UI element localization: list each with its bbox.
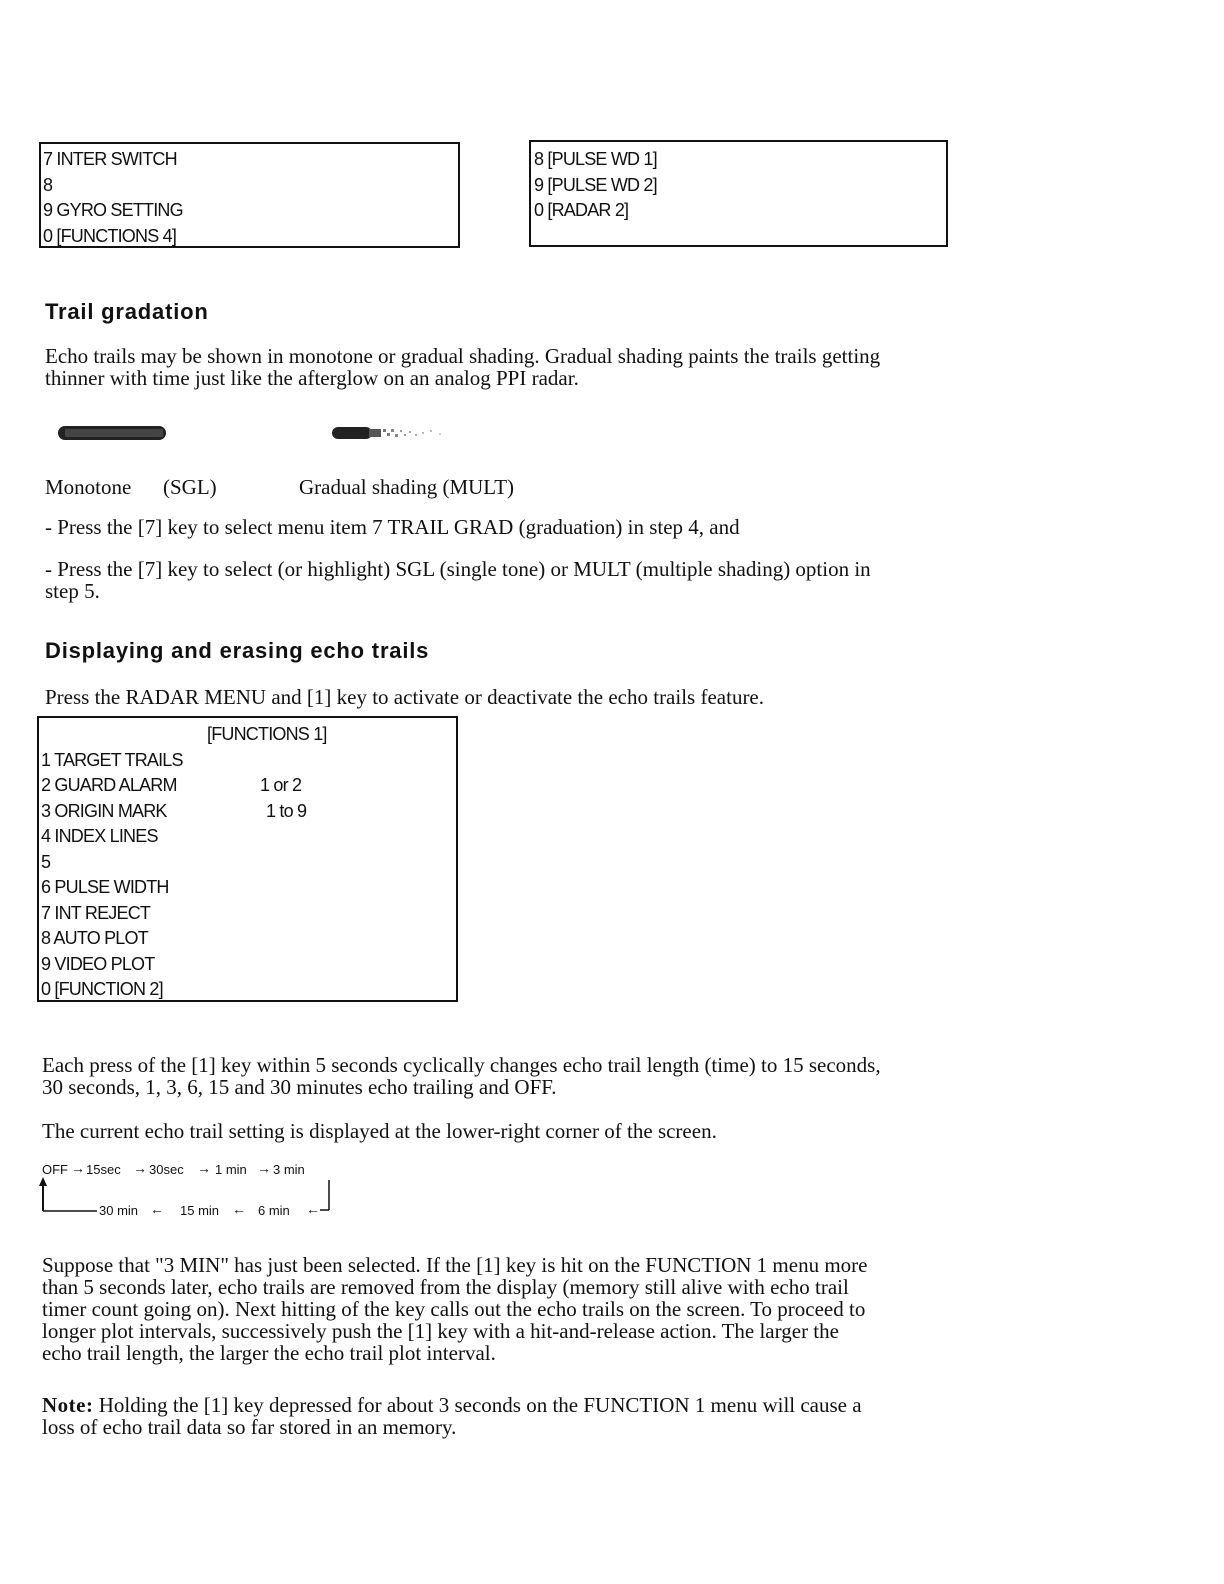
menu-item <box>41 773 456 799</box>
menu-line: 8 <box>43 174 53 195</box>
label-gradual-shading: Gradual shading (MULT) <box>299 475 515 499</box>
step-select-sgl-mult <box>45 558 1165 602</box>
text-line: - Press the [7] key to select (or highlight) SGL (single tone) or MULT (multiple shading) option in <box>45 557 871 581</box>
arrow-left-icon: ← <box>232 1201 246 1217</box>
echo-trails-intro: Press the RADAR MENU and [1] key to activate or deactivate the echo trails feature. <box>45 685 765 709</box>
cycle-connector-lines <box>30 1170 340 1220</box>
menu-item <box>41 850 456 876</box>
menu-item-label: 0 [FUNCTION 2] <box>41 979 163 999</box>
menu-item <box>41 977 456 1003</box>
menu-item <box>41 952 456 978</box>
arrow-right-icon: → <box>257 1160 271 1176</box>
menu-item-label: 8 AUTO PLOT <box>41 928 148 948</box>
menu-line: 7 INTER SWITCH <box>43 149 177 169</box>
text-line: step 5. <box>45 579 100 603</box>
note-text: Holding the [1] key depressed for about 3 seconds on the FUNCTION 1 menu will cause a <box>98 1393 862 1417</box>
menu-item <box>41 799 456 825</box>
menu-item-value: 1 or 2 <box>260 775 302 795</box>
section-heading-trail-gradation: Trail gradation <box>45 299 209 324</box>
text-line <box>42 1394 1182 1416</box>
menu-line: 0 [RADAR 2] <box>534 200 629 220</box>
cycle-step: 6 min <box>258 1203 290 1218</box>
arrow-right-icon: → <box>197 1160 211 1176</box>
text-line: Suppose that "3 MIN" has just been selected. If the [1] key is hit on the FUNCTION 1 menu more <box>42 1253 868 1277</box>
cycle-explanation <box>42 1054 1182 1098</box>
menu-item-label: 2 GUARD ALARM <box>41 775 177 795</box>
text-line: timer count going on). Next hitting of the key calls out the echo trails on the screen. To proceed to <box>42 1297 866 1321</box>
cycle-step: 30 min <box>99 1203 139 1218</box>
arrow-left-icon: ← <box>306 1201 320 1217</box>
text-line: thinner with time just like the afterglow on an analog PPI radar. <box>45 366 579 390</box>
text-line: longer plot intervals, successively push the [1] key with a hit-and-release action. The larger the <box>42 1319 839 1343</box>
menu-item-label: 9 VIDEO PLOT <box>41 953 155 974</box>
menu-item-label: 3 ORIGIN MARK <box>41 800 167 821</box>
text-line: echo trail length, the larger the echo trail plot interval. <box>42 1341 496 1365</box>
menu-title: [FUNCTIONS 1] <box>207 724 327 744</box>
cycle-step: 15 min <box>180 1203 220 1218</box>
menu-item-label: 4 INDEX LINES <box>41 826 158 846</box>
cycle-step: 1 min <box>215 1162 247 1177</box>
cycle-step: 30sec <box>149 1162 184 1177</box>
menu-line: 8 [PULSE WD 1] <box>534 149 657 169</box>
functions-1-menu <box>37 716 458 1002</box>
monotone-trail-sample <box>55 424 175 444</box>
menu-item-label: 5 <box>41 851 51 872</box>
menu-box-functions-3 <box>39 142 460 248</box>
text-line: 30 seconds, 1, 3, 6, 15 and 30 minutes echo trailing and OFF. <box>42 1075 557 1099</box>
label-monotone: Monotone <box>45 475 132 499</box>
menu-line: 0 [FUNCTIONS 4] <box>43 225 177 246</box>
menu-line: 9 [PULSE WD 2] <box>534 174 657 195</box>
text-line: loss of echo trail data so far stored in an memory. <box>42 1415 457 1439</box>
menu-item-value: 1 to 9 <box>266 800 307 821</box>
cycle-step: 3 min <box>273 1162 305 1177</box>
suppose-paragraph <box>42 1254 1182 1364</box>
menu-item <box>41 824 456 850</box>
arrow-right-icon: → <box>133 1160 147 1176</box>
note-paragraph <box>42 1394 1182 1438</box>
cycle-step: 15sec <box>86 1162 121 1177</box>
section-heading-echo-trails: Displaying and erasing echo trails <box>45 638 430 663</box>
text-line: than 5 seconds later, echo trails are removed from the display (memory still alive with echo trail <box>42 1275 849 1299</box>
step-select-trail-grad: - Press the [7] key to select menu item 7 TRAIL GRAD (graduation) in step 4, and <box>45 515 740 539</box>
label-sgl: (SGL) <box>163 475 217 499</box>
menu-item <box>41 748 456 774</box>
menu-item <box>41 875 456 901</box>
menu-item <box>41 926 456 952</box>
note-label: Note: <box>42 1393 94 1417</box>
text-line: Each press of the [1] key within 5 seconds cyclically changes echo trail length (time) to 15 seconds, <box>42 1053 881 1077</box>
current-setting-note: The current echo trail setting is displayed at the lower-right corner of the screen. <box>42 1119 717 1143</box>
cycle-step: OFF <box>42 1162 68 1177</box>
text-line: Echo trails may be shown in monotone or gradual shading. Gradual shading paints the trails getting <box>45 344 881 368</box>
menu-item-label: 1 TARGET TRAILS <box>41 749 183 770</box>
menu-item-label: 7 INT REJECT <box>41 902 151 923</box>
menu-item <box>41 901 456 927</box>
menu-box-radar <box>529 140 948 247</box>
menu-line: 9 GYRO SETTING <box>43 200 183 220</box>
trail-gradation-intro <box>45 345 1165 389</box>
arrow-left-icon: ← <box>150 1201 164 1217</box>
gradual-shading-trail-sample <box>329 424 459 444</box>
arrow-right-icon: → <box>71 1160 85 1176</box>
menu-item-label: 6 PULSE WIDTH <box>41 877 169 897</box>
